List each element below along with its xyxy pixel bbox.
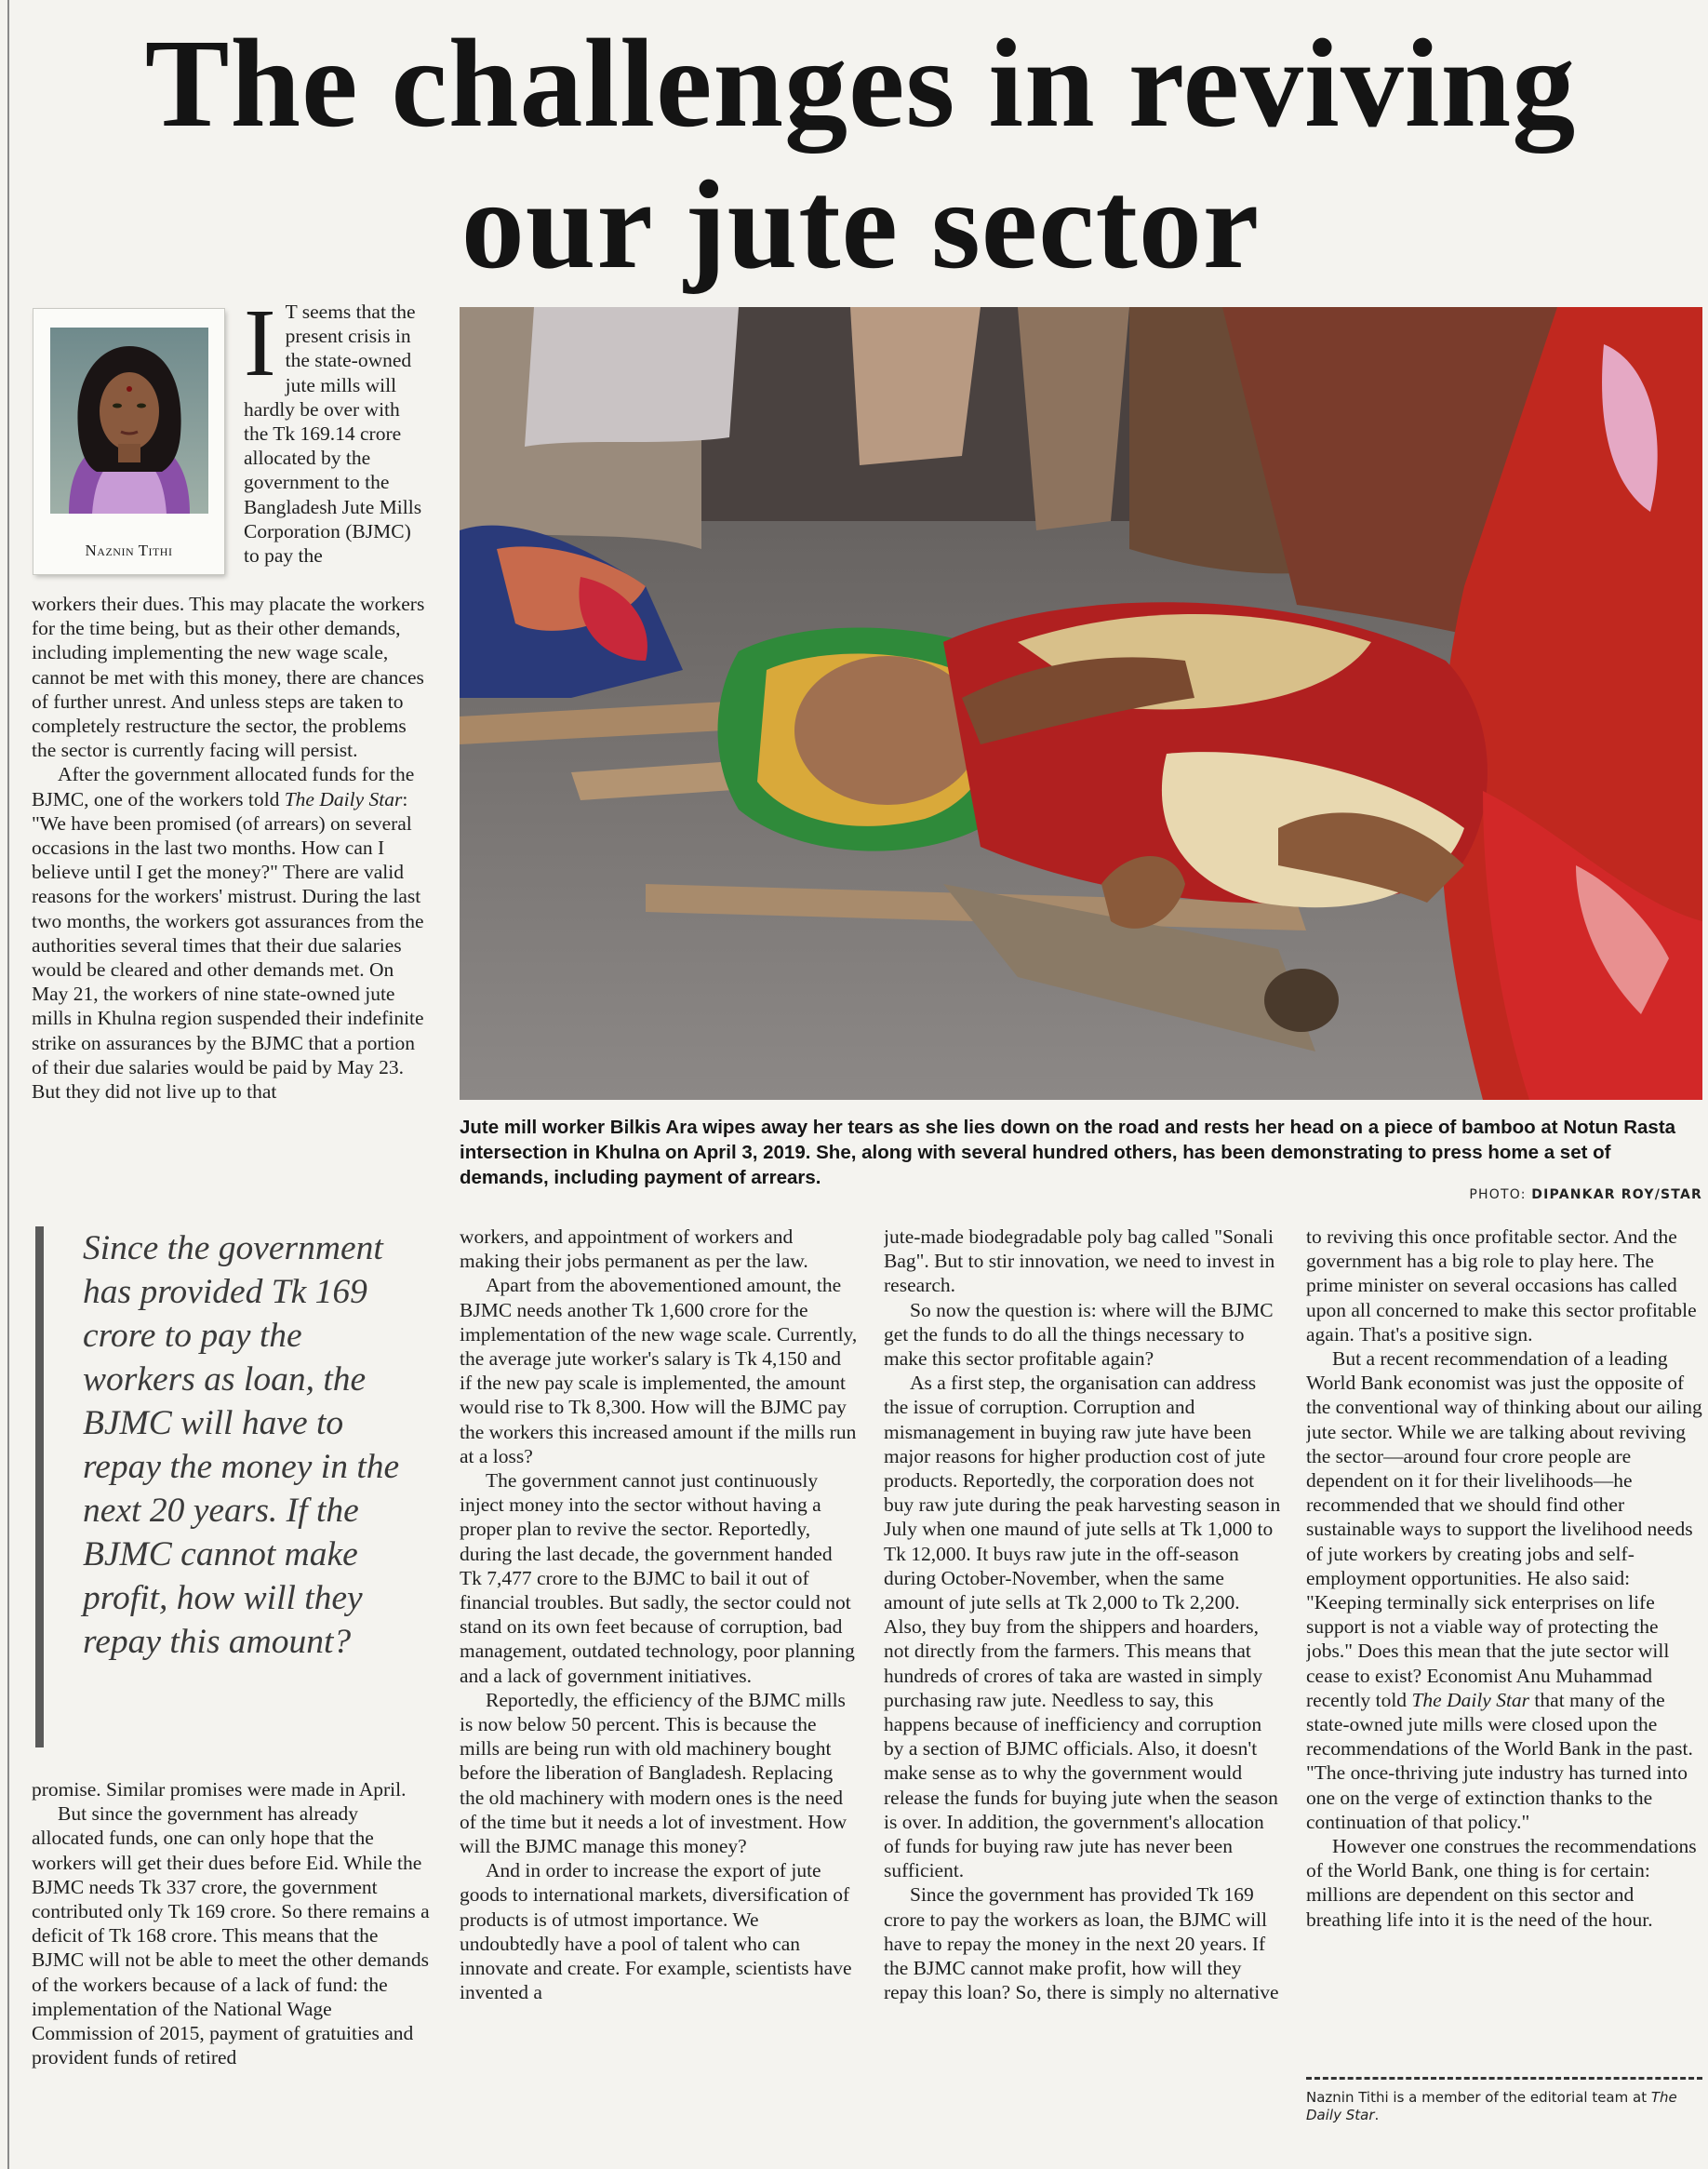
paragraph: As a first step, the organisation can address the issue of corruption. Corruption and mismanagement in buying raw jute have been major reasons for higher production cost of jute products. Reportedly, the corporation does not buy raw jute during the peak harvesting season in July when one maund of jute sells at Tk 1,000 to Tk 12,000. It buys raw jute in the off-season during October-November, when the same amount of jute sells at Tk 2,000 to Tk 2,200. Also, they buy from the shippers and hoarders, not directly from the farmers. This means that hundreds of crores of taka are wasted in simply purchasing raw jute. Needless to say, this happens because of inefficiency and corruption by a section of BJMC officials. Also, it doesn't make sense as to why the government would release the funds for buying jute when the season is over. In addition, the government's allocation of funds for buying raw jute has never been sufficient. <box>884 1372 1281 1882</box>
paragraph: workers, and appointment of workers and making their jobs permanent as per the law. <box>460 1225 808 1273</box>
column-1-bottom <box>32 1777 430 2131</box>
column-2 <box>460 1225 858 2138</box>
lede-column <box>244 300 426 607</box>
paragraph: And in order to increase the export of jute goods to international markets, diversification of products is of utmost importance. We undoubtedly have a pool of talent who can innovate and create. For example, scientists have invented a <box>460 1859 852 2004</box>
headline-line-2: our jute sector <box>460 155 1261 295</box>
column-3 <box>884 1225 1282 2138</box>
author-endnote: Naznin Tithi is a member of the editorial team at The Daily Star. <box>1306 2077 1702 2124</box>
headline-line-1: The challenges in reviving <box>144 14 1577 154</box>
headline <box>56 13 1665 296</box>
paragraph: The government cannot just continuously inject money into the sector without having a proper plan to revive the sector. Reportedly, during the last decade, the government handed Tk 7,477 crore to the BJMC to bail it out of financial troubles. But sadly, the sector could not stand on its own feet because of corruption, bad management, outdated technology, poor planning and a lack of government initiatives. <box>460 1469 855 1687</box>
author-box <box>33 309 224 574</box>
page-margin-rule <box>7 0 9 2169</box>
news-photo <box>460 307 1702 1100</box>
paragraph: After the government allocated funds for the BJMC, one of the workers told The Daily Star: "We have been promised (of arrears) on several occasions in the last two months. How can I believe until I get the money?" There are valid reasons for the workers' mistrust. During the last two months, the workers got assurances from the authorities several times that their due salaries would be cleared and other demands met. On May 21, the workers of nine state-owned jute mills in Khulna region suspended their indefinite strike on assurances by the BJMC that a portion of their due salaries would be paid by May 23. But they did not live up to that <box>32 763 424 1104</box>
paragraph: But a recent recommendation of a leading World Bank economist was just the opposite of the conventional way of thinking about our ailing jute sector. While we are talking about reviving the sector—around four crore people are dependent on it for their livelihoods—he recommended that we should find other sustainable ways to support the livelihood needs of jute workers by creating jobs and self-employment opportunities. He also said: "Keeping terminally sick enterprises on life support is not a viable way of protecting the jobs." Does this mean that the jute sector will cease to exist? Economist Anu Muhammad recently told The Daily Star that many of the state-owned jute mills were closed upon the recommendations of the World Bank in the past. "The once-thriving jute industry has turned into one on the verge of extinction thanks to the continuation of that policy." <box>1306 1347 1702 1833</box>
photo-credit: PHOTO: DIPANKAR ROY/STAR <box>1469 1187 1702 1202</box>
lede-text: T seems that the present crisis in the state-owned jute mills will hardly be over with the Tk 169.14 crore allocated by the government to the Bangladesh Jute Mills Corporation (BJMC) to pay the <box>244 301 422 568</box>
paragraph: However one construes the recommendations of the World Bank, one thing is for certain: millions are dependent on this sector and breathing life into it is the need of the hour. <box>1306 1835 1697 1931</box>
paragraph: jute-made biodegradable poly bag called "Sonali Bag". But to stir innovation, we need to invest in research. <box>884 1225 1275 1297</box>
paragraph: But since the government has already allocated funds, one can only hope that the workers will get their dues before Eid. While the BJMC needs Tk 337 crore, the government contributed only Tk 169 crore. So there remains a deficit of Tk 168 crore. This means that the BJMC will not be able to meet the other demands of the workers because of a lack of fund: the implementation of the National Wage Commission of 2015, payment of gratuities and provident funds of retired <box>32 1802 430 2069</box>
column-1-top <box>32 592 430 1202</box>
pull-quote: Since the government has provided Tk 169 crore to pay the workers as loan, the BJMC will have to repay the money in the next 20 years. If the BJMC cannot make profit, how will they repay this amount? <box>35 1226 417 1747</box>
paragraph: So now the question is: where will the BJMC get the funds to do all the things necessary to make this sector profitable again? <box>884 1298 1274 1371</box>
paragraph: workers their dues. This may placate the workers for the time being, but as their other demands, including implementing the new wage scale, cannot be met with this money, there are chances of further unrest. And unless steps are taken to completely restructure the sector, the problems the sector is currently facing will persist. <box>32 593 425 762</box>
lede-paragraph <box>244 300 426 568</box>
paragraph: to reviving this once profitable sector. And the government has a big role to play here. The prime minister on several occasions has called upon all concerned to make this sector profitable again. That's a positive sign. <box>1306 1225 1697 1346</box>
paragraph: Since the government has provided Tk 169 crore to pay the workers as loan, the BJMC will have to repay the money in the next 20 years. If the BJMC cannot make profit, how will they repay this loan? So, there is simply no alternative <box>884 1883 1279 2004</box>
author-portrait-image <box>50 328 208 514</box>
author-name: Naznin Tithi <box>85 542 173 559</box>
paragraph: Reportedly, the efficiency of the BJMC mills is now below 50 percent. This is because the mills are being run with old machinery bought before the liberation of Bangladesh. Replacing the old machinery with modern ones is the need of the time but it needs a lot of investment. How will the BJMC manage this money? <box>460 1688 847 1858</box>
paragraph: Apart from the abovementioned amount, the BJMC needs another Tk 1,600 crore for the implementation of the new wage scale. Currently, the average jute worker's salary is Tk 4,150 and if the new pay scale is implemented, the amount would rise to Tk 8,300. How will the BJMC pay the workers this increased amount if the mills run at a loss? <box>460 1274 858 1467</box>
paragraph: promise. Similar promises were made in April. <box>32 1778 407 1801</box>
photo-caption: Jute mill worker Bilkis Ara wipes away her tears as she lies down on the road and rests her head on a piece of bamboo at Notun Rasta intersection in Khulna on April 3, 2019. She, along with several hundred others, has been demonstrating to press home a set of demands, including payment of arrears. <box>460 1117 1676 1188</box>
dropcap: I <box>244 300 276 396</box>
column-4 <box>1306 1225 1702 2068</box>
